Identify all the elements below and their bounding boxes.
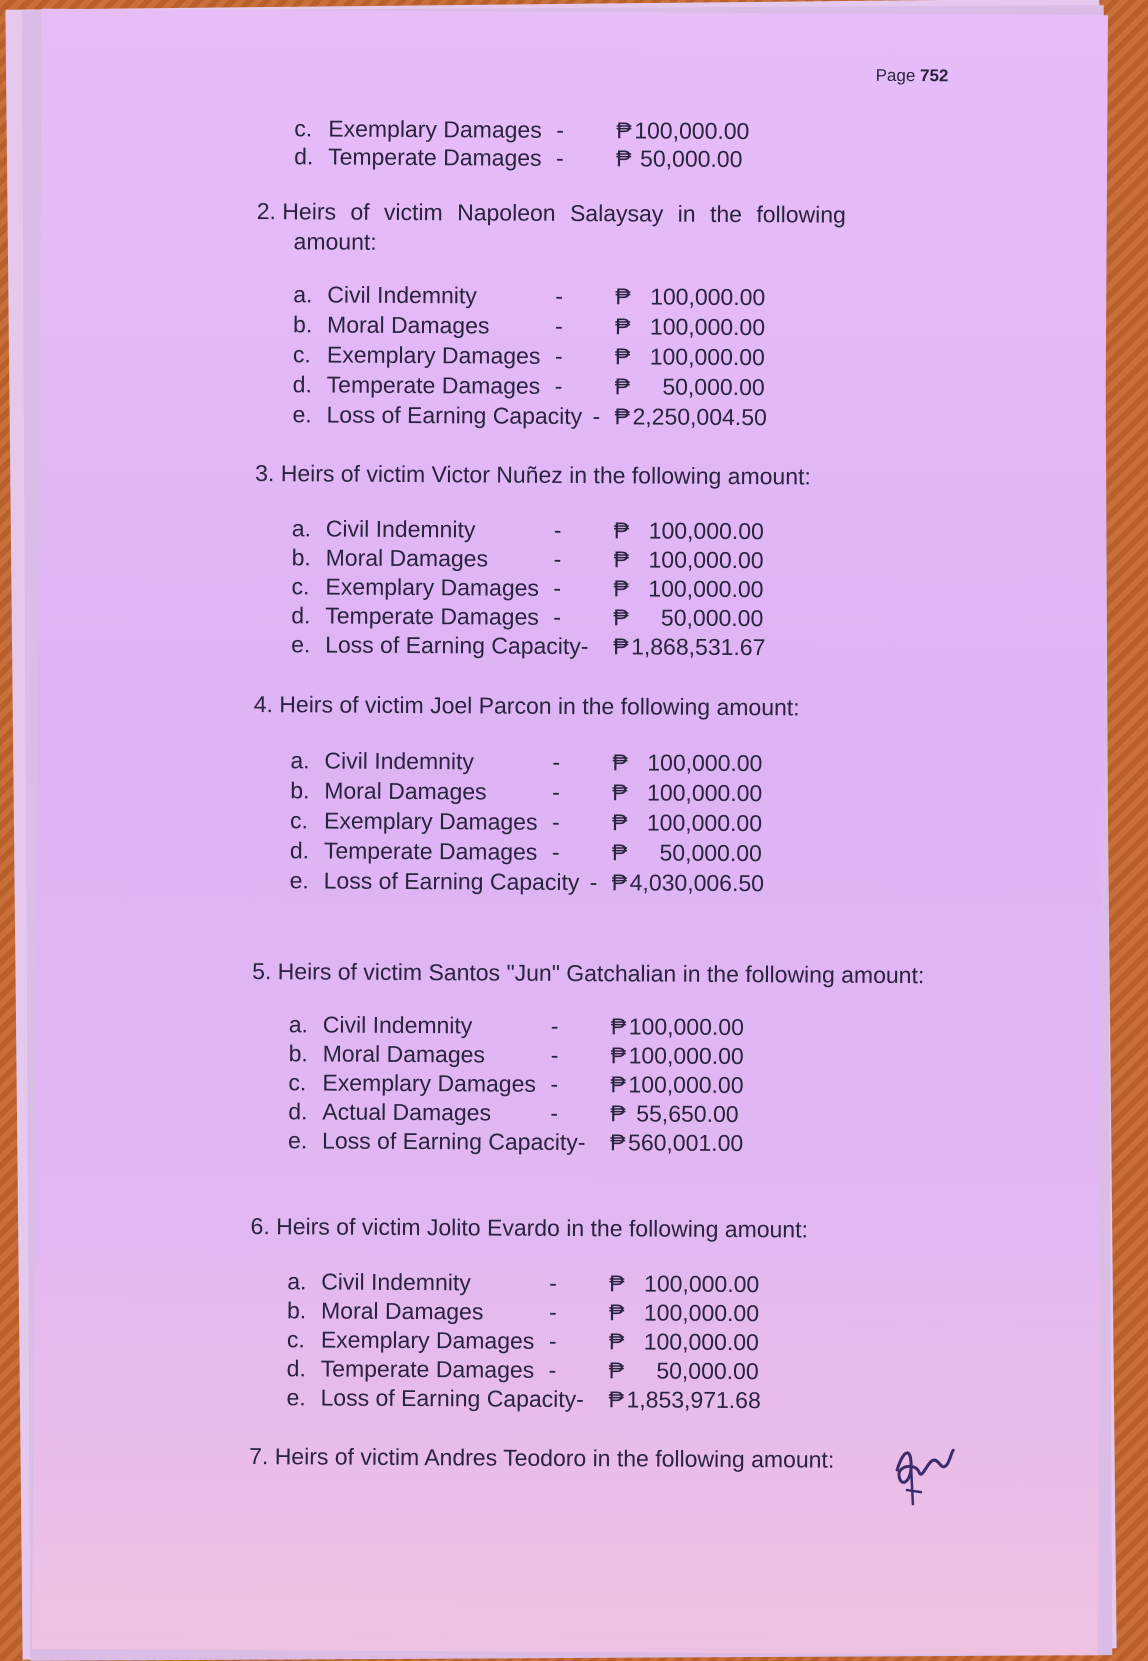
section-title: Heirs of victim Joel Parcon in the following amount:: [279, 691, 800, 721]
currency-sign: ₱: [609, 1270, 625, 1297]
item-separator: -: [550, 1041, 559, 1068]
list-item: [290, 836, 850, 868]
currency-sign: ₱: [613, 604, 629, 631]
item-letter: b.: [286, 1297, 307, 1324]
section-heading-continued: amount:: [293, 228, 377, 255]
item-label: Moral Damages: [320, 1297, 484, 1325]
currency-sign: ₱: [615, 283, 631, 310]
item-amount: 50,000.00: [640, 145, 743, 173]
item-label: Temperate Damages: [323, 837, 538, 865]
list-item: [294, 142, 854, 174]
page-number: [876, 66, 949, 86]
currency-sign: ₱: [614, 343, 631, 370]
item-label: Loss of Earning Capacity-: [322, 1127, 586, 1156]
item-amount: 1,853,971.68: [626, 1386, 761, 1414]
list-item: [291, 630, 851, 662]
item-letter: a.: [291, 515, 312, 542]
section-heading: [254, 689, 800, 722]
currency-sign: ₱: [610, 1071, 626, 1098]
item-label: Exemplary Damages: [322, 1069, 537, 1097]
item-amount: 100,000.00: [646, 809, 763, 837]
currency-sign: ₱: [612, 779, 628, 806]
item-separator: -: [548, 1356, 557, 1383]
item-letter: d.: [286, 1355, 306, 1382]
item-letter: c.: [291, 573, 310, 600]
item-label: Civil Indemnity: [324, 747, 475, 775]
item-label: Exemplary Damages: [328, 115, 542, 143]
list-item: [287, 1267, 847, 1299]
section-number: 4.: [253, 691, 274, 718]
item-letter: e.: [288, 1127, 308, 1154]
currency-sign: ₱: [610, 1042, 627, 1069]
item-separator: -: [589, 869, 598, 896]
signature-initials: [889, 1432, 959, 1512]
item-label: Moral Damages: [322, 1040, 486, 1068]
item-label: Civil Indemnity: [325, 515, 476, 543]
currency-sign: ₱: [614, 373, 631, 400]
item-separator: -: [552, 778, 560, 805]
section-number: 5.: [252, 958, 272, 985]
item-label: Civil Indemnity: [322, 1011, 473, 1039]
list-item: [287, 1354, 847, 1386]
item-separator: -: [556, 116, 565, 143]
item-letter: e.: [291, 631, 311, 658]
item-letter: e.: [286, 1384, 306, 1411]
document-page: [32, 9, 1108, 1655]
section-title: Heirs of victim Santos "Jun" Gatchalian in the following amount:: [277, 958, 925, 989]
currency-sign: ₱: [616, 117, 632, 144]
item-letter: c.: [289, 807, 309, 834]
currency-sign: ₱: [616, 145, 632, 172]
item-separator: -: [553, 516, 562, 543]
list-item: [289, 1039, 849, 1071]
item-separator: -: [555, 282, 564, 309]
list-item: [293, 280, 853, 312]
currency-sign: ₱: [608, 1357, 625, 1384]
item-label: Exemplary Damages: [323, 807, 538, 835]
item-separator: -: [551, 838, 560, 865]
item-label: Moral Damages: [324, 777, 487, 805]
section-heading: [249, 1441, 834, 1475]
item-amount: 560,001.00: [628, 1129, 744, 1157]
item-label: Civil Indemnity: [321, 1268, 471, 1296]
item-label: Exemplary Damages: [326, 341, 541, 369]
item-amount: 100,000.00: [643, 1328, 759, 1356]
item-separator: -: [550, 1099, 559, 1126]
item-amount: 100,000.00: [648, 517, 764, 545]
item-separator: -: [554, 342, 563, 369]
list-item: [292, 514, 852, 546]
item-label: Temperate Damages: [326, 371, 541, 399]
currency-sign: ₱: [610, 1129, 626, 1156]
item-label: Temperate Damages: [328, 143, 542, 171]
item-separator: -: [548, 1327, 557, 1354]
item-letter: e.: [289, 867, 309, 894]
item-amount: 100,000.00: [628, 1013, 745, 1041]
item-letter: a.: [288, 1011, 309, 1038]
currency-sign: ₱: [613, 546, 630, 573]
currency-sign: ₱: [614, 403, 630, 430]
page-number-value: 752: [919, 66, 949, 86]
section-heading: [252, 956, 924, 990]
item-label: Loss of Earning Capacity-: [325, 631, 589, 660]
list-item: [293, 310, 853, 342]
item-letter: b.: [290, 777, 310, 804]
item-separator: -: [549, 1269, 557, 1296]
currency-sign: ₱: [608, 1299, 625, 1326]
item-label: Loss of Earning Capacity: [323, 867, 580, 896]
item-letter: a.: [287, 1268, 307, 1295]
currency-sign: ₱: [613, 517, 630, 544]
list-item: [287, 1325, 847, 1357]
item-amount: 100,000.00: [644, 1270, 760, 1298]
item-amount: 100,000.00: [643, 1299, 760, 1327]
item-letter: c.: [294, 115, 313, 142]
list-item: [291, 572, 851, 604]
currency-sign: ₱: [611, 869, 628, 896]
item-separator: -: [556, 144, 564, 171]
item-amount: 50,000.00: [660, 604, 764, 632]
item-separator: -: [552, 748, 561, 775]
list-item: [293, 370, 853, 402]
item-label: Temperate Damages: [325, 602, 539, 630]
currency-sign: ₱: [610, 1100, 626, 1127]
item-amount: 1,868,531.67: [631, 633, 766, 661]
item-separator: -: [553, 574, 562, 601]
list-item: [288, 1068, 848, 1100]
item-amount: 100,000.00: [634, 117, 750, 145]
item-amount: 2,250,004.50: [632, 403, 767, 431]
currency-sign: ₱: [608, 1328, 625, 1355]
section-heading: [257, 196, 846, 230]
item-letter: b.: [288, 1040, 308, 1067]
list-item: [288, 1126, 848, 1158]
item-separator: -: [553, 603, 562, 630]
currency-sign: ₱: [611, 809, 628, 836]
item-separator: -: [548, 1298, 557, 1325]
section-heading: [255, 458, 811, 491]
item-separator: -: [553, 545, 562, 572]
section-title: Heirs of victim Jolito Evardo in the following amount:: [276, 1213, 809, 1243]
item-label: Moral Damages: [327, 311, 490, 339]
item-separator: -: [592, 403, 601, 430]
item-label: Loss of Earning Capacity: [326, 401, 583, 430]
item-amount: 100,000.00: [628, 1042, 744, 1070]
item-letter: d.: [294, 143, 314, 170]
currency-sign: ₱: [613, 633, 629, 660]
item-separator: -: [550, 1070, 559, 1097]
currency-sign: ₱: [613, 575, 629, 602]
item-amount: 4,030,006.50: [629, 869, 765, 897]
item-amount: 100,000.00: [649, 343, 765, 371]
item-letter: a.: [290, 747, 310, 774]
list-item: [287, 1296, 847, 1328]
section-number: 3.: [255, 460, 275, 487]
item-separator: -: [551, 808, 560, 835]
item-letter: d.: [291, 602, 311, 629]
list-item: [289, 1010, 849, 1042]
list-item: [290, 746, 850, 778]
list-item: [290, 806, 850, 838]
list-item: [292, 400, 852, 432]
item-letter: d.: [288, 1098, 308, 1125]
list-item: [290, 776, 850, 808]
item-letter: d.: [292, 371, 312, 398]
section-title: Heirs of victim Napoleon Salaysay in the following: [282, 198, 846, 228]
item-letter: e.: [292, 401, 312, 428]
list-item: [292, 543, 852, 575]
currency-sign: ₱: [611, 839, 628, 866]
currency-sign: ₱: [608, 1386, 624, 1413]
item-amount: 100,000.00: [649, 313, 766, 341]
item-letter: c.: [286, 1326, 305, 1353]
item-amount: 100,000.00: [647, 749, 763, 777]
list-item: [291, 601, 851, 633]
item-amount: 100,000.00: [647, 779, 763, 807]
item-amount: 50,000.00: [662, 373, 765, 401]
item-amount: 100,000.00: [648, 575, 764, 603]
item-letter: b.: [291, 544, 311, 571]
item-amount: 50,000.00: [659, 839, 762, 867]
item-amount: 55,650.00: [636, 1100, 739, 1128]
section-number: 7.: [249, 1443, 269, 1470]
currency-sign: ₱: [610, 1013, 627, 1040]
item-separator: -: [555, 312, 563, 339]
list-item: [286, 1383, 846, 1415]
list-item: [288, 1097, 848, 1129]
item-amount: 100,000.00: [628, 1071, 744, 1099]
item-letter: c.: [292, 341, 311, 368]
section-number: 6.: [250, 1213, 270, 1240]
item-amount: 50,000.00: [656, 1357, 759, 1385]
item-amount: 100,000.00: [650, 283, 766, 311]
section-heading: [250, 1211, 808, 1244]
item-label: Civil Indemnity: [327, 281, 477, 309]
item-label: Moral Damages: [325, 544, 489, 572]
item-label: Exemplary Damages: [325, 573, 540, 601]
item-letter: a.: [293, 281, 313, 308]
item-separator: -: [550, 1012, 559, 1039]
list-item: [290, 866, 850, 898]
item-label: Actual Damages: [322, 1098, 492, 1126]
item-label: Exemplary Damages: [320, 1326, 535, 1354]
section-title: Heirs of victim Victor Nuñez in the following amount:: [280, 460, 811, 490]
item-letter: c.: [288, 1069, 307, 1096]
section-title: Heirs of victim Andres Teodoro in the following amount:: [274, 1443, 835, 1473]
item-letter: b.: [293, 311, 313, 338]
currency-sign: ₱: [612, 749, 628, 776]
item-amount: 100,000.00: [648, 546, 764, 574]
list-item: [293, 340, 853, 372]
currency-sign: ₱: [615, 313, 631, 340]
item-separator: -: [554, 372, 563, 399]
item-label: Loss of Earning Capacity-: [320, 1384, 584, 1413]
section-number: 2.: [256, 198, 277, 225]
page-label: Page: [875, 65, 916, 86]
item-letter: d.: [289, 837, 310, 864]
item-label: Temperate Damages: [320, 1355, 535, 1383]
